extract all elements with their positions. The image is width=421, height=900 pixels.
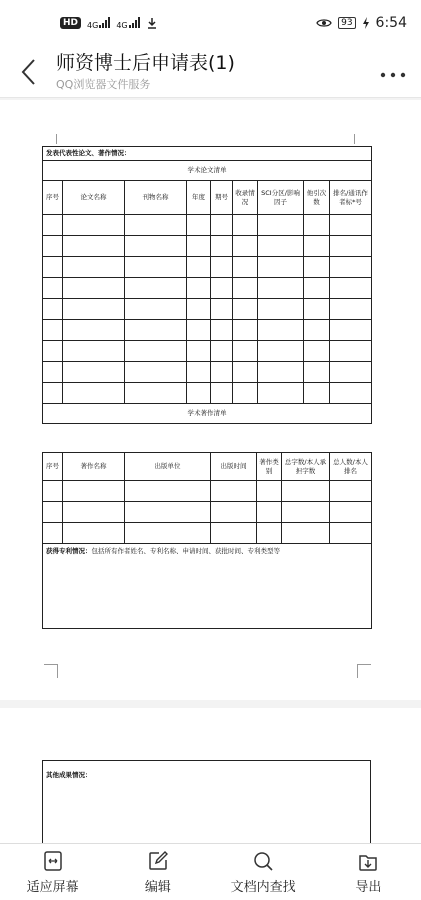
signal-1-icon <box>87 16 110 31</box>
book-header-cell: 出版时间 <box>211 453 257 481</box>
hd-icon: HD <box>60 17 81 29</box>
book-header-cell: 著作类别 <box>257 453 282 481</box>
table-row <box>43 502 372 523</box>
table-row <box>43 320 372 341</box>
table-row <box>43 257 372 278</box>
section-other-label: 其他成果情况： <box>43 761 371 844</box>
status-left <box>60 16 158 31</box>
table-row <box>43 383 372 404</box>
eye-icon <box>316 17 332 29</box>
edit-label: 编辑 <box>144 879 171 895</box>
section-papers-label: 发表代表性论文、著作情况： <box>43 147 372 161</box>
document-page-2 <box>0 708 421 843</box>
book-header-cell: 总字数/本人承担字数 <box>282 453 330 481</box>
books-list-title: 学术著作清单 <box>43 404 372 424</box>
clock: 6:54 <box>375 15 407 31</box>
book-header-cell: 著作名称 <box>63 453 125 481</box>
table-row <box>43 481 372 502</box>
status-right <box>316 15 407 31</box>
battery-icon: 93 <box>338 17 355 29</box>
more-button[interactable] <box>365 59 421 84</box>
charging-icon <box>362 17 370 29</box>
document-page-1 <box>0 100 421 700</box>
net-type-2: 4G <box>116 20 128 30</box>
crop-mark <box>44 664 58 678</box>
book-header-row <box>43 453 372 481</box>
paper-header-cell: 序号 <box>43 181 63 215</box>
page-subtitle: QQ浏览器文件服务 <box>56 77 151 91</box>
table-row <box>43 215 372 236</box>
edit-icon <box>147 850 169 872</box>
book-header-cell: 总人数/本人排名 <box>330 453 372 481</box>
table-row <box>43 299 372 320</box>
other-results-table <box>42 760 371 843</box>
patent-cell <box>43 544 372 629</box>
edit-button[interactable] <box>105 844 210 900</box>
export-icon <box>357 850 379 872</box>
book-header-cell: 序号 <box>43 453 63 481</box>
crop-mark <box>357 664 371 678</box>
search-icon <box>252 850 274 872</box>
paper-header-cell: 刊物名称 <box>125 181 187 215</box>
paper-header-cell: 论文名称 <box>63 181 125 215</box>
title-block <box>56 52 365 92</box>
papers-list-title: 学术论文清单 <box>43 161 372 181</box>
signal-2-icon <box>116 16 139 31</box>
export-label: 导出 <box>355 879 382 895</box>
page-title: 师资博士后申请表(1) <box>56 51 235 74</box>
fit-screen-button[interactable] <box>0 844 105 900</box>
paper-header-cell: 他引次数 <box>304 181 330 215</box>
download-icon <box>146 17 158 29</box>
table-row <box>43 278 372 299</box>
find-in-doc-button[interactable] <box>211 844 316 900</box>
fit-screen-label: 适应屏幕 <box>26 879 79 895</box>
export-button[interactable] <box>316 844 421 900</box>
crop-mark <box>354 134 355 144</box>
paper-header-cell: 收录情况 <box>233 181 258 215</box>
bottom-toolbar <box>0 843 421 900</box>
table-row <box>43 236 372 257</box>
paper-header-cell: 年度 <box>187 181 211 215</box>
books-table <box>42 452 372 629</box>
more-dots-icon <box>380 72 406 78</box>
paper-header-row <box>43 181 372 215</box>
patent-label: 获得专利情况： <box>46 547 92 555</box>
table-row <box>43 362 372 383</box>
chevron-left-icon <box>20 58 36 86</box>
crop-mark <box>56 134 57 144</box>
document-viewer[interactable] <box>0 98 421 843</box>
paper-header-cell: 期号 <box>211 181 233 215</box>
paper-header-cell: 排名/通讯作者标*号 <box>330 181 372 215</box>
app-header <box>0 46 421 98</box>
table-row <box>43 523 372 544</box>
status-bar <box>0 0 421 46</box>
find-label: 文档内查找 <box>230 879 296 895</box>
book-header-cell: 出版单位 <box>125 453 211 481</box>
papers-books-table <box>42 146 372 424</box>
back-button[interactable] <box>0 46 56 98</box>
net-type-1: 4G <box>87 20 99 30</box>
patent-note: 包括所有作者姓名、专利名称、申请时间、获批时间、专利类型等 <box>91 547 280 555</box>
paper-header-cell: SCI分区/影响因子 <box>258 181 304 215</box>
fit-screen-icon <box>42 850 64 872</box>
table-row <box>43 341 372 362</box>
